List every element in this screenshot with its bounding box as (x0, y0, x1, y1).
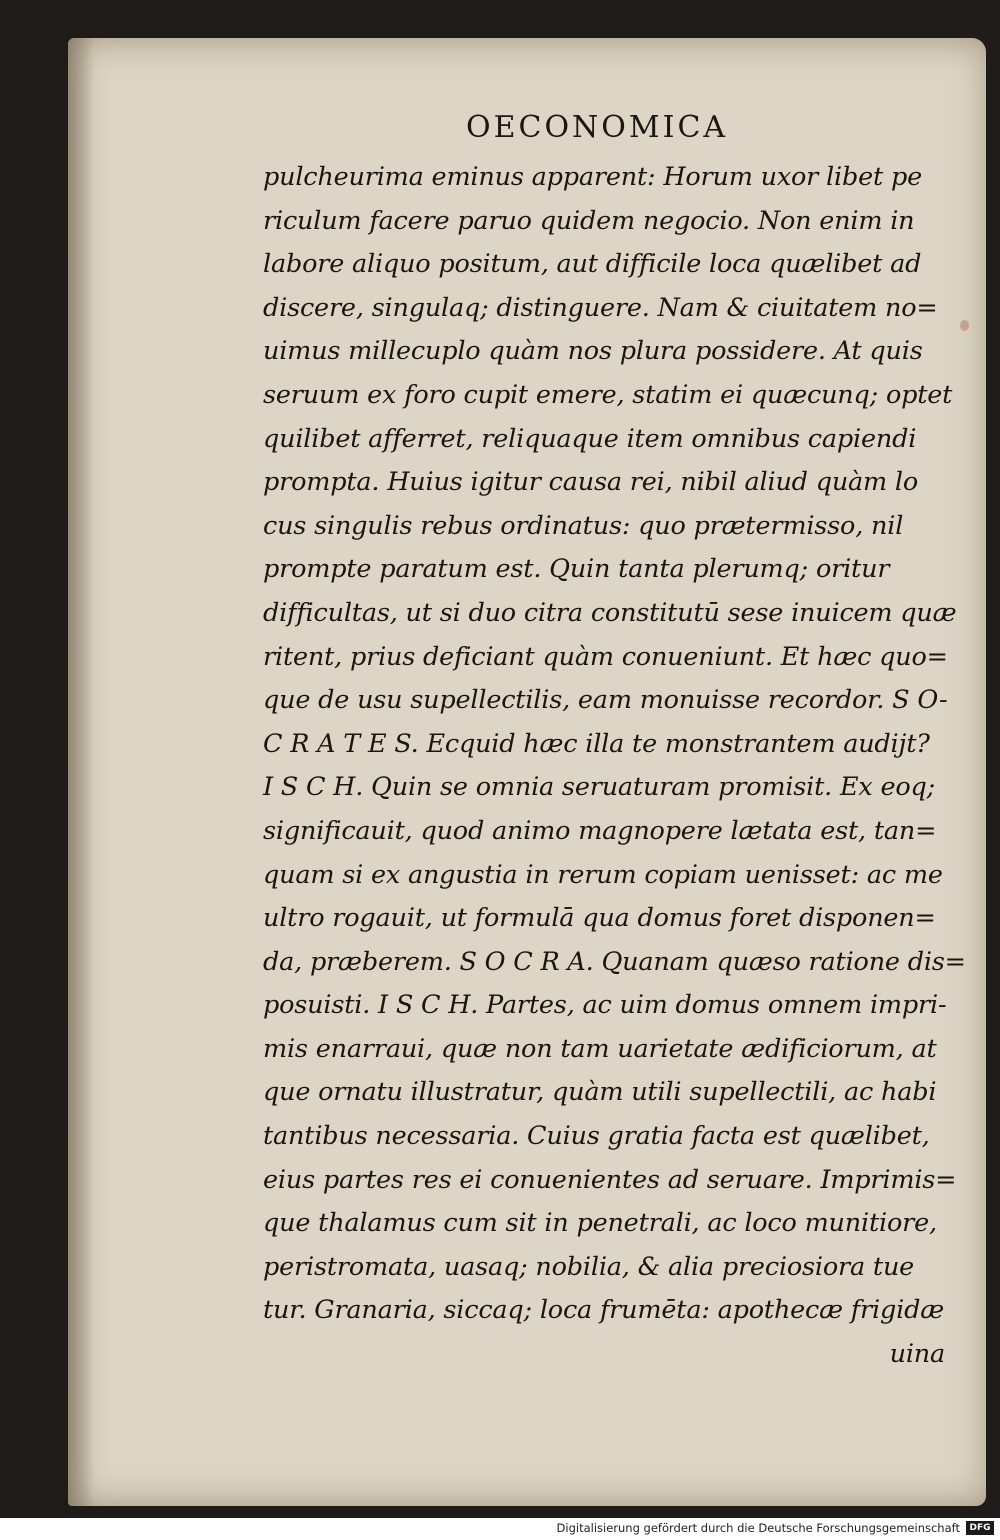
text-line: difficultas, ut si duo citra constitutū sese inuicem quæ (263, 597, 957, 628)
text-line: mis enarraui, quæ non tam uarietate ædificiorum, at (263, 1033, 937, 1064)
text-block (263, 156, 966, 1377)
text-line: quam si ex angustia in rerum copiam uenisset: ac me (263, 859, 943, 890)
text-line: pulcheurima eminus apparent: Horum uxor libet pe (263, 162, 922, 192)
page-edge-shadow (68, 38, 94, 1506)
text-line: que ornatu illustratur, quàm utili supellectili, ac habi (263, 1077, 937, 1108)
text-line: eius partes res ei conuenientes ad seruare. Imprimis= (263, 1164, 957, 1195)
text-line: ritent, prius deficiant quàm conueniunt. Et hæc quo= (263, 641, 948, 672)
text-line: seruum ex foro cupit emere, statim ei quæcunq; optet (263, 379, 953, 410)
text-line: peristromata, uasaq; nobilia, & alia preciosiora tue (263, 1251, 915, 1282)
text-line: cus singulis rebus ordinatus: quo prætermisso, nil (263, 510, 904, 541)
text-line: tantibus necessaria. Cuius gratia facta est quælibet, (263, 1121, 930, 1152)
text-line: prompte paratum est. Quin tanta plerumq; oritur (263, 554, 890, 585)
text-line: que thalamus cum sit in penetrali, ac loco munitiore, (263, 1208, 937, 1239)
digitization-credit: Digitalisierung gefördert durch die Deutsche Forschungsgemeinschaft (556, 1521, 960, 1535)
text-line: uimus millecuplo quàm nos plura possidere. At quis (263, 336, 923, 367)
text-line: C R A T E S. Ecquid hæc illa te monstrantem audijt? (263, 728, 930, 759)
book-page (68, 38, 986, 1506)
text-line: labore aliquo positum, aut difficile loca quælibet ad (263, 249, 922, 280)
text-line: I S C H. Quin se omnia seruaturam promisit. Ex eoq; (263, 772, 936, 803)
text-line: que de usu supellectilis, eam monuisse recordor. S O- (263, 685, 948, 716)
dfg-logo: DFG (966, 1521, 994, 1535)
text-line: ultro rogauit, ut formulā qua domus foret disponen= (263, 903, 936, 934)
text-line: posuisti. I S C H. Partes, ac uim domus omnem impri- (263, 990, 947, 1021)
text-line: da, præberem. S O C R A. Quanam quæso ratione dis= (263, 946, 966, 977)
text-line: discere, singulaq; distinguere. Nam & ciuitatem no= (263, 292, 938, 323)
text-line: tur. Granaria, siccaq; loca frumēta: apothecæ frigidæ (263, 1295, 944, 1326)
catchword: uina (889, 1339, 945, 1370)
running-head: OECONOMICA (466, 110, 729, 145)
footer-bar (0, 1518, 1000, 1540)
text-line: prompta. Huius igitur causa rei, nibil aliud quàm lo (263, 467, 919, 498)
text-line: riculum facere paruo quidem negocio. Non enim in (263, 205, 915, 236)
text-line: significauit, quod animo magnopere lætata est, tan= (263, 815, 937, 846)
text-line: quilibet afferret, reliquaque item omnibus capiendi (263, 423, 917, 454)
